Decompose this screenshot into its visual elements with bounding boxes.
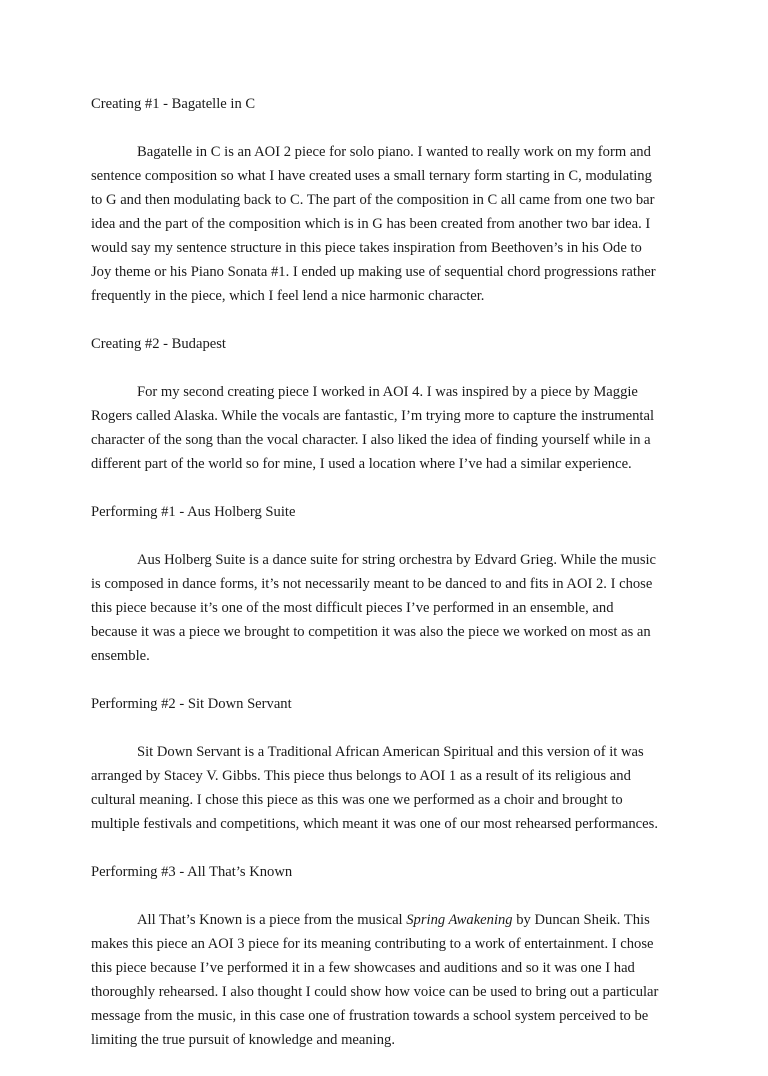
paragraph-line: to G and then modulating back to C. The part of the composition in C all came from one two bar (91, 192, 655, 208)
paragraph-line: Bagatelle in C is an AOI 2 piece for solo piano. I wanted to really work on my form and (137, 144, 651, 160)
paragraph-line: idea and the part of the composition which is in G has been created from another two bar idea. I (91, 216, 651, 232)
line-text: by Duncan Sheik. This (512, 912, 650, 928)
section-heading: Performing #1 - Aus Holberg Suite (91, 504, 296, 520)
paragraph-line: thoroughly rehearsed. I also thought I could show how voice can be used to bring out a particular (91, 984, 659, 1000)
paragraph-line: multiple festivals and competitions, which meant it was one of our most rehearsed performances. (91, 816, 658, 832)
paragraph-line: Sit Down Servant is a Traditional African American Spiritual and this version of it was (137, 744, 644, 760)
paragraph-line: ensemble. (91, 648, 150, 664)
section-paragraph (91, 380, 681, 476)
section-paragraph (91, 548, 681, 668)
section-performing-1 (91, 500, 681, 668)
paragraph-line: would say my sentence structure in this piece takes inspiration from Beethoven’s in his Ode to (91, 240, 642, 256)
paragraph-line: because it was a piece we brought to competition it was also the piece we worked on most as an (91, 624, 651, 640)
section-creating-1 (91, 92, 681, 308)
paragraph-line: character of the song than the vocal character. I also liked the idea of finding yourself while in a (91, 432, 651, 448)
section-heading: Performing #3 - All That’s Known (91, 864, 293, 880)
paragraph-line: sentence composition so what I have created uses a small ternary form starting in C, modulating (91, 168, 652, 184)
section-performing-2 (91, 692, 681, 836)
paragraph-line: different part of the world so for mine, I used a location where I’ve had a similar experience. (91, 456, 632, 472)
paragraph-line: Joy theme or his Piano Sonata #1. I ended up making use of sequential chord progressions rather (91, 264, 656, 280)
section-paragraph (91, 908, 681, 1052)
section-creating-2 (91, 332, 681, 476)
paragraph-line: Rogers called Alaska. While the vocals are fantastic, I’m trying more to capture the instrumental (91, 408, 655, 424)
paragraph-line: limiting the true pursuit of knowledge and meaning. (91, 1032, 395, 1048)
paragraph-line (91, 908, 681, 932)
section-paragraph (91, 140, 681, 308)
document-page (91, 92, 681, 1076)
paragraph-line: is composed in dance forms, it’s not necessarily meant to be danced to and fits in AOI 2. I chose (91, 576, 653, 592)
paragraph-line: this piece because it’s one of the most difficult pieces I’ve performed in an ensemble, and (91, 600, 614, 616)
section-performing-3 (91, 860, 681, 1052)
paragraph-line: For my second creating piece I worked in AOI 4. I was inspired by a piece by Maggie (137, 384, 638, 400)
musical-title: Spring Awakening (406, 912, 513, 928)
paragraph-line: message from the music, in this case one of frustration towards a school system perceived to be (91, 1008, 649, 1024)
section-heading: Performing #2 - Sit Down Servant (91, 696, 292, 712)
paragraph-line: arranged by Stacey V. Gibbs. This piece thus belongs to AOI 1 as a result of its religious and (91, 768, 631, 784)
section-heading: Creating #2 - Budapest (91, 336, 226, 352)
section-heading: Creating #1 - Bagatelle in C (91, 96, 256, 112)
line-text: All That’s Known is a piece from the musical (137, 912, 407, 928)
paragraph-line: cultural meaning. I chose this piece as this was one we performed as a choir and brought to (91, 792, 623, 808)
paragraph-line: this piece because I’ve performed it in a few showcases and auditions and so it was one I had (91, 960, 635, 976)
paragraph-line: makes this piece an AOI 3 piece for its meaning contributing to a work of entertainment. I chose (91, 936, 654, 952)
paragraph-line: Aus Holberg Suite is a dance suite for string orchestra by Edvard Grieg. While the music (137, 552, 657, 568)
section-paragraph (91, 740, 681, 836)
paragraph-line: frequently in the piece, which I feel lend a nice harmonic character. (91, 288, 485, 304)
